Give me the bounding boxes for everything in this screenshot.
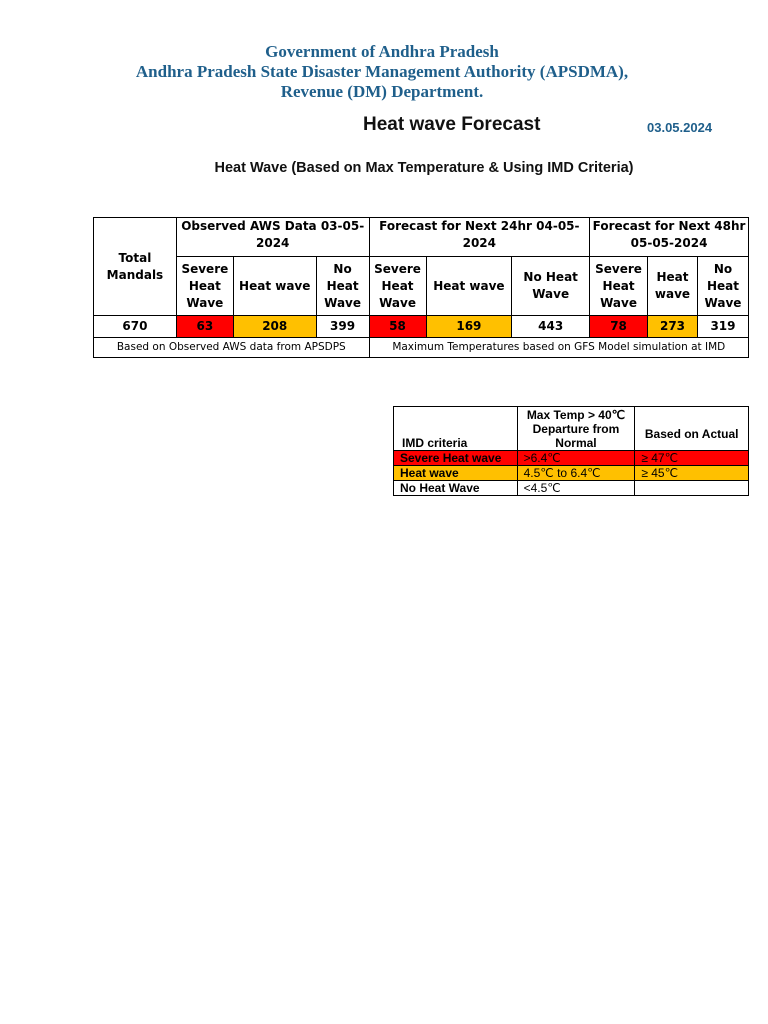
total-mandals-header: Total Mandals xyxy=(94,218,177,316)
notes-row xyxy=(94,338,749,358)
criteria-header-label: IMD criteria xyxy=(394,407,518,451)
value-cell: 58 xyxy=(369,316,426,338)
value-cell: 63 xyxy=(176,316,233,338)
column-header: No Heat Wave xyxy=(316,257,369,316)
group-48hr-header: Forecast for Next 48hr 05-05-2024 xyxy=(590,218,749,257)
criteria-departure: 4.5℃ to 6.4℃ xyxy=(517,466,635,481)
page-title: Heat wave Forecast xyxy=(363,114,541,135)
value-cell: 399 xyxy=(316,316,369,338)
group-24hr-header: Forecast for Next 24hr 04-05-2024 xyxy=(369,218,590,257)
criteria-row-heatwave xyxy=(394,466,749,481)
column-header: Severe Heat Wave xyxy=(590,257,648,316)
column-header-row xyxy=(94,257,749,316)
header-government: Government of Andhra Pradesh xyxy=(265,42,499,61)
group-observed-header: Observed AWS Data 03-05-2024 xyxy=(176,218,369,257)
column-header: Heat wave xyxy=(426,257,512,316)
value-cell: 169 xyxy=(426,316,512,338)
value-cell: 273 xyxy=(648,316,698,338)
header-department: Revenue (DM) Department. xyxy=(280,82,484,101)
values-row xyxy=(94,316,749,338)
forecast-model-note: Maximum Temperatures based on GFS Model simulation at IMD xyxy=(369,338,748,358)
criteria-row-none xyxy=(394,481,749,496)
criteria-label: Heat wave xyxy=(394,466,518,481)
observed-data-note: Based on Observed AWS data from APSDPS xyxy=(94,338,370,358)
column-header: Severe Heat Wave xyxy=(369,257,426,316)
group-header-row xyxy=(94,218,749,257)
imd-criteria-table xyxy=(393,406,749,496)
value-cell: 208 xyxy=(233,316,316,338)
value-cell: 443 xyxy=(512,316,590,338)
report-date: 03.05.2024 xyxy=(647,120,713,135)
criteria-actual: ≥ 45℃ xyxy=(635,466,749,481)
heatwave-summary-table xyxy=(93,217,749,358)
criteria-label: No Heat Wave xyxy=(394,481,518,496)
column-header: Severe Heat Wave xyxy=(176,257,233,316)
column-header: No Heat Wave xyxy=(512,257,590,316)
header-authority: Andhra Pradesh State Disaster Management Authority (APSDMA), xyxy=(135,62,629,81)
column-header: Heat wave xyxy=(233,257,316,316)
criteria-header-row xyxy=(394,407,749,451)
page-subtitle: Heat Wave (Based on Max Temperature & Using IMD Criteria) xyxy=(214,160,634,176)
column-header: No Heat Wave xyxy=(697,257,748,316)
criteria-departure: <4.5℃ xyxy=(517,481,635,496)
criteria-header-departure: Max Temp > 40℃ Departure from Normal xyxy=(517,407,635,451)
document-header xyxy=(0,42,768,102)
criteria-departure: >6.4℃ xyxy=(517,451,635,466)
value-cell: 319 xyxy=(697,316,748,338)
criteria-actual xyxy=(635,481,749,496)
criteria-label: Severe Heat wave xyxy=(394,451,518,466)
criteria-row-severe xyxy=(394,451,749,466)
criteria-actual: ≥ 47℃ xyxy=(635,451,749,466)
total-mandals-value: 670 xyxy=(94,316,177,338)
criteria-header-actual: Based on Actual xyxy=(635,407,749,451)
column-header: Heat wave xyxy=(648,257,698,316)
value-cell: 78 xyxy=(590,316,648,338)
